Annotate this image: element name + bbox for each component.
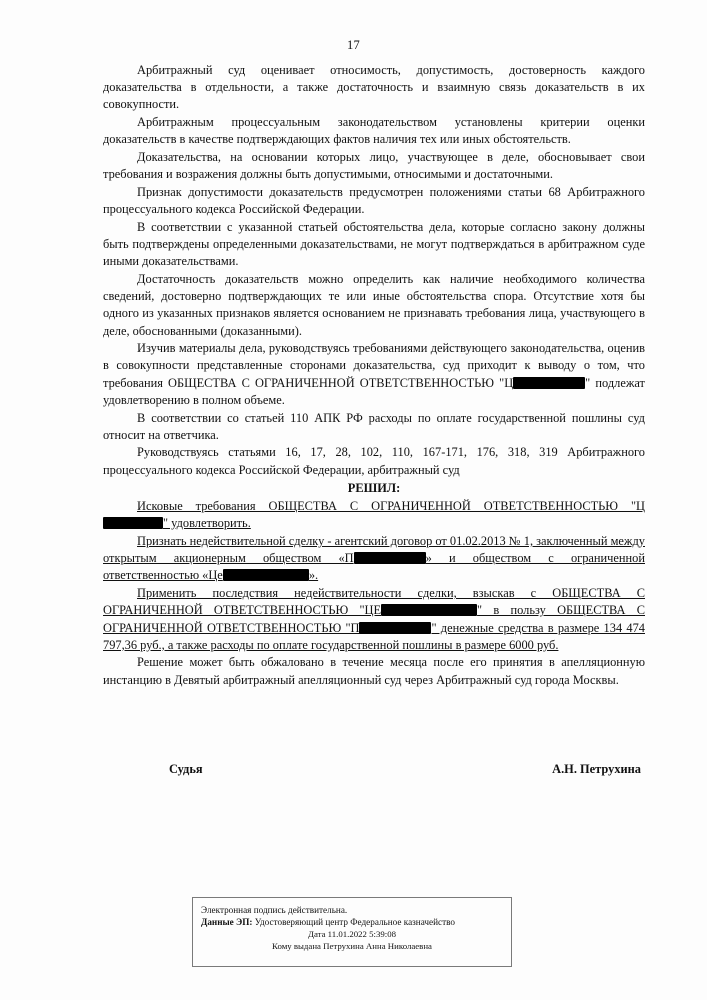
paragraph-4: Признак допустимости доказательств предусмотрен положениями статьи 68 Арбитражного процессуального кодекса Российской Федерации. — [103, 184, 645, 217]
paragraph-conclusion — [103, 340, 645, 409]
decision-item-2-part-2: » и обществом с ограниченной ответственностью «Це — [103, 551, 645, 583]
paragraph-costs: В соответствии со статьей 110 АПК РФ расходы по оплате государственной пошлины суд относит на ответчика. — [103, 410, 645, 442]
redaction-block — [354, 552, 426, 564]
paragraph-appeal: Решение может быть обжаловано в течение месяца после его принятия в апелляционную инстанцию в Девятый арбитражный апелляционный суд через Арбитражный суд города Москвы. — [103, 655, 645, 687]
decision-item-2 — [103, 533, 645, 585]
decision-item-1-part-2: " удовлетворить. — [163, 516, 251, 531]
stamp-date: Дата 11.01.2022 5:39:08 — [307, 929, 397, 939]
paragraph-6: Достаточность доказательств можно определить как наличие необходимого количества сведений, достоверно подтверждающих те или иные обстоятельства спора. Отсутствие хотя бы одного из указанных признаков является основанием не признавать требования лица, участвующего в деле, обоснованными (доказанными). — [103, 271, 645, 338]
paragraph-guided-by: Руководствуясь статьями 16, 17, 28, 102, 110, 167-171, 176, 318, 319 Арбитражного процессуального кодекса Российской Федерации, арбитражный суд — [103, 445, 645, 477]
redaction-block — [381, 604, 477, 616]
page-number: 17 — [346, 38, 361, 52]
conclusion-text-part-1: Изучив материалы дела, руководствуясь требованиями действующего законодательства, оценив в совокупности представленные сторонами доказательства, суд приходит к выводу о том, что требования ОБЩЕСТВА С ОГРАНИЧЕННОЙ ОТВЕТСТВЕННОСТЬЮ "Ц — [103, 341, 645, 390]
redaction-block — [103, 517, 163, 529]
decision-heading: РЕШИЛ: — [347, 480, 401, 495]
redaction-block — [223, 569, 309, 581]
decision-item-3-part-3: " денежные средства в размере 134 474 797,36 руб., а также расходы по оплате государственной пошлины в размере 6000 руб. — [103, 620, 645, 652]
decision-item-3-part-1: Применить последствия недействительности сделки, взыскав с ОБЩЕСТВА С ОГРАНИЧЕННОЙ ОТВЕТСТВЕННОСТЬЮ "ЦЕ — [103, 586, 645, 618]
decision-item-2-part-1: Признать недействительной сделку - агентский договор от 01.02.2013 № 1, заключенный между открытым акционерным обществом «П — [103, 533, 645, 566]
decision-item-3-part-2: " в пользу ОБЩЕСТВА С ОГРАНИЧЕННОЙ ОТВЕТСТВЕННОСТЬЮ "П — [103, 603, 645, 635]
stamp-data-line — [201, 916, 503, 928]
paragraph-1: Арбитражный суд оценивает относимость, допустимость, достоверность каждого доказательства в отдельности, а также достаточность и взаимную связь доказательств в их совокупности. — [103, 63, 645, 112]
decision-item-3 — [103, 585, 645, 654]
signature-block — [103, 762, 645, 777]
decision-item-2-part-3: ». — [308, 568, 319, 583]
decision-item-1-part-1: Исковые требования ОБЩЕСТВА С ОГРАНИЧЕННОЙ ОТВЕТСТВЕННОСТЬЮ "Ц — [137, 499, 645, 514]
decision-item-1 — [103, 498, 645, 532]
signature-name: А.Н. Петрухина — [552, 762, 641, 776]
paragraph-5: В соответствии с указанной статьей обстоятельства дела, которые согласно закону должны быть подтверждены определенными доказательствами, не могут подтверждаться в арбитражном суде иными доказательствами. — [103, 219, 645, 269]
stamp-validity-text: Электронная подпись действительна. — [201, 905, 348, 915]
redaction-block — [513, 377, 585, 389]
conclusion-text-part-2: " подлежат удовлетворению в полном объеме. — [103, 375, 645, 407]
stamp-issued-to: Кому выдана Петрухина Анна Николаевна — [272, 941, 432, 951]
paragraph-3: Доказательства, на основании которых лицо, участвующее в деле, обосновывает свои требования и возражения должны быть допустимыми, относимыми и достаточными. — [103, 150, 645, 182]
signature-role: Судья — [169, 762, 203, 776]
stamp-data-value: Удостоверяющий центр Федеральное казначейство — [252, 917, 455, 927]
paragraph-2: Арбитражным процессуальным законодательством установлены критерии оценки доказательств в качестве подтверждающих фактов наличия тех или иных обстоятельств. — [103, 115, 645, 147]
stamp-data-label: Данные ЭП: — [201, 917, 253, 927]
document-body — [103, 62, 645, 689]
electronic-signature-stamp — [192, 897, 512, 967]
redaction-block — [359, 622, 431, 634]
